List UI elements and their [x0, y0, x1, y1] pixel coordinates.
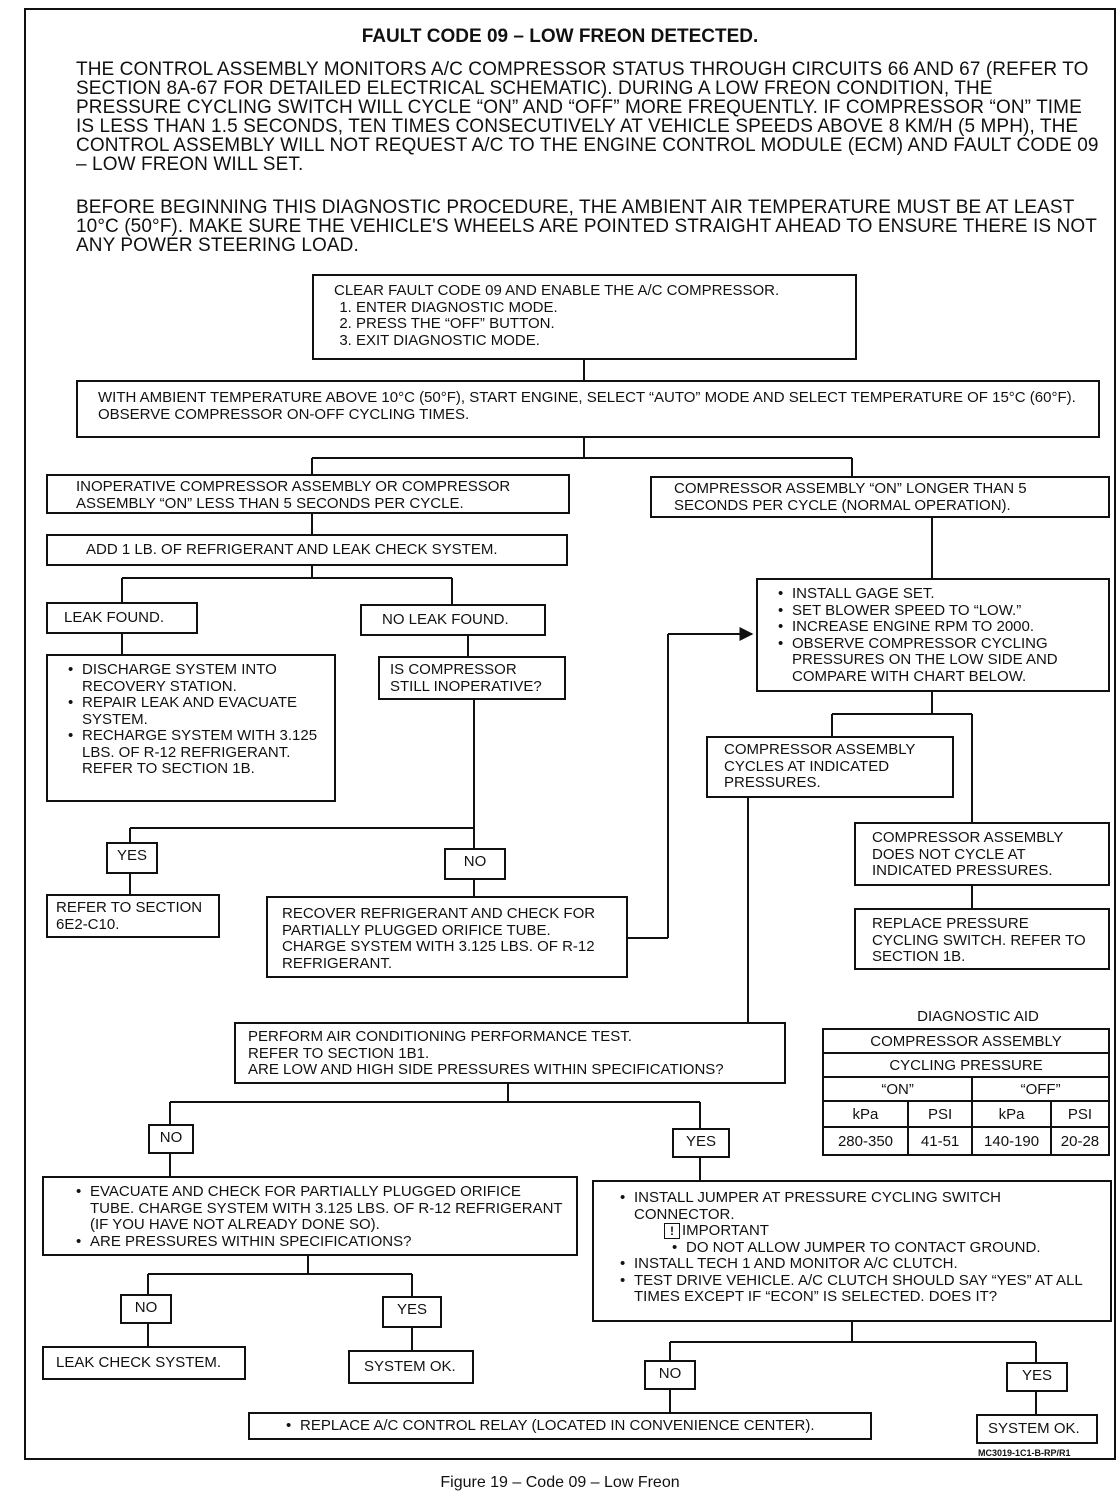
performance-test-box [234, 1022, 786, 1084]
refer-section-box: REFER TO SECTION 6E2-C10. [46, 894, 220, 938]
no-label: NO [444, 848, 506, 880]
jumper-step: • INSTALL TECH 1 AND MONITOR A/C CLUTCH. [634, 1256, 1100, 1273]
diagnostic-aid-title: DIAGNOSTIC AID [917, 1008, 1039, 1025]
leak-step: • RECHARGE SYSTEM WITH 3.125 LBS. OF R-12 REFRIGERANT. REFER TO SECTION 1B. [82, 728, 322, 778]
evacuate-box [42, 1176, 578, 1256]
intro-paragraph-2: BEFORE BEGINNING THIS DIAGNOSTIC PROCEDURE, THE AMBIENT AIR TEMPERATURE MUST BE AT LEAST 10°C (50°F). MAKE SURE THE VEHICLE'S WHEELS ARE POINTED STRAIGHT AHEAD TO ENSURE THERE IS NOT ANY POWER STEERING LOAD. [76, 197, 1097, 256]
yes-label: YES [382, 1296, 442, 1328]
no-label: NO [148, 1124, 194, 1154]
aid-value: 140-190 [972, 1127, 1051, 1155]
clear-fault-box [312, 274, 857, 360]
gage-step: • INCREASE ENGINE RPM TO 2000. [792, 619, 1098, 636]
does-not-cycle-box: COMPRESSOR ASSEMBLY DOES NOT CYCLE AT INDICATED PRESSURES. [854, 822, 1110, 886]
warning-icon: ! [664, 1223, 680, 1239]
aid-unit: PSI [1051, 1101, 1109, 1127]
diagnostic-aid-table [822, 1028, 1110, 1156]
aid-unit: kPa [823, 1101, 908, 1127]
page-title: FAULT CODE 09 – LOW FREON DETECTED. [361, 26, 759, 47]
perf-test-line: REFER TO SECTION 1B1. [248, 1044, 430, 1062]
no-label: NO [644, 1360, 696, 1390]
replace-relay-box [248, 1412, 872, 1440]
aid-header-2: CYCLING PRESSURE [823, 1053, 1109, 1077]
system-ok-box: SYSTEM OK. [976, 1414, 1098, 1444]
evacuate-step: • ARE PRESSURES WITHIN SPECIFICATIONS? [90, 1234, 566, 1251]
aid-off-header: “OFF” [972, 1077, 1109, 1101]
aid-unit: kPa [972, 1101, 1051, 1127]
aid-on-header: “ON” [823, 1077, 972, 1101]
gage-step: • INSTALL GAGE SET. [792, 586, 1098, 603]
yes-label: YES [106, 842, 158, 874]
add-refrigerant-box: ADD 1 LB. OF REFRIGERANT AND LEAK CHECK SYSTEM. [46, 534, 568, 566]
leak-check-box: LEAK CHECK SYSTEM. [42, 1346, 246, 1380]
recover-refrigerant-box: RECOVER REFRIGERANT AND CHECK FOR PARTIALLY PLUGGED ORIFICE TUBE. CHARGE SYSTEM WITH 3.125 LBS. OF R-12 REFRIGERANT. [266, 896, 628, 978]
leak-step: • REPAIR LEAK AND EVACUATE SYSTEM. [82, 695, 322, 728]
jumper-test-box [592, 1180, 1112, 1322]
clear-step: 1. ENTER DIAGNOSTIC MODE. [356, 300, 835, 317]
still-inoperative-box: IS COMPRESSOR STILL INOPERATIVE? [378, 656, 566, 700]
evacuate-step: • EVACUATE AND CHECK FOR PARTIALLY PLUGGED ORIFICE TUBE. CHARGE SYSTEM WITH 3.125 LBS. OF R-12 REFRIGERANT (IF YOU HAVE NOT ALREADY DONE SO). [90, 1184, 566, 1234]
gage-step: • OBSERVE COMPRESSOR CYCLING PRESSURES ON THE LOW SIDE AND COMPARE WITH CHART BELOW. [792, 636, 1098, 686]
normal-operation-box: COMPRESSOR ASSEMBLY “ON” LONGER THAN 5 SECONDS PER CYCLE (NORMAL OPERATION). [650, 476, 1110, 518]
important-label: IMPORTANT [682, 1222, 769, 1239]
cycles-at-pressures-box: COMPRESSOR ASSEMBLY CYCLES AT INDICATED PRESSURES. [706, 736, 954, 798]
figure-caption: Figure 19 – Code 09 – Low Freon [440, 1474, 680, 1491]
ambient-temperature-box: WITH AMBIENT TEMPERATURE ABOVE 10°C (50°F), START ENGINE, SELECT “AUTO” MODE AND SELECT TEMPERATURE OF 15°C (60°F). OBSERVE COMPRESSOR ON-OFF CYCLING TIMES. [76, 380, 1100, 438]
gage-step: • SET BLOWER SPEED TO “LOW.” [792, 603, 1098, 620]
yes-label: YES [1006, 1362, 1068, 1392]
important-note: • DO NOT ALLOW JUMPER TO CONTACT GROUND. [686, 1240, 1100, 1257]
leak-repair-box [46, 654, 336, 802]
replace-relay-text: • REPLACE A/C CONTROL RELAY (LOCATED IN CONVENIENCE CENTER). [300, 1418, 860, 1435]
perf-test-line: ARE LOW AND HIGH SIDE PRESSURES WITHIN SPECIFICATIONS? [248, 1061, 724, 1078]
gage-set-box [756, 578, 1110, 692]
leak-step: • DISCHARGE SYSTEM INTO RECOVERY STATION. [82, 662, 322, 695]
perf-test-line: PERFORM AIR CONDITIONING PERFORMANCE TEST. [248, 1028, 632, 1045]
jumper-step: • TEST DRIVE VEHICLE. A/C CLUTCH SHOULD SAY “YES” AT ALL TIMES EXCEPT IF “ECON” IS SELECTED. DOES IT? [634, 1273, 1100, 1306]
aid-value: 20-28 [1051, 1127, 1109, 1155]
jumper-step: • INSTALL JUMPER AT PRESSURE CYCLING SWITCH CONNECTOR. [634, 1190, 1100, 1223]
aid-value: 41-51 [908, 1127, 972, 1155]
aid-header-1: COMPRESSOR ASSEMBLY [823, 1029, 1109, 1053]
important-notice [618, 1223, 1100, 1240]
clear-step: 3. EXIT DIAGNOSTIC MODE. [356, 333, 835, 350]
intro-paragraph-1: THE CONTROL ASSEMBLY MONITORS A/C COMPRESSOR STATUS THROUGH CIRCUITS 66 AND 67 (REFER TO SECTION 8A-67 FOR DETAILED ELECTRICAL SCHEMATIC). DURING A LOW FREON CONDITION, THE PRESSURE CYCLING SWITCH WILL CYCLE “ON” AND “OFF” MORE FREQUENTLY. IF COMPRESSOR “ON” TIME IS LESS THAN 1.5 SECONDS, TEN TIMES CONSECUTIVELY AT VEHICLE SPEEDS ABOVE 8 KM/H (5 MPH), THE CONTROL ASSEMBLY WILL NOT REQUEST A/C TO THE ENGINE CONTROL MODULE (ECM) AND FAULT CODE 09 – LOW FREON WILL SET. [76, 59, 1099, 175]
clear-step: 2. PRESS THE “OFF” BUTTON. [356, 316, 835, 333]
inoperative-compressor-box: INOPERATIVE COMPRESSOR ASSEMBLY OR COMPRESSOR ASSEMBLY “ON” LESS THAN 5 SECONDS PER CYCLE. [46, 474, 570, 514]
system-ok-box: SYSTEM OK. [348, 1350, 474, 1384]
aid-unit: PSI [908, 1101, 972, 1127]
no-label: NO [120, 1294, 172, 1324]
no-leak-found-box: NO LEAK FOUND. [360, 604, 546, 636]
replace-switch-box: REPLACE PRESSURE CYCLING SWITCH. REFER TO SECTION 1B. [854, 908, 1110, 970]
leak-found-box: LEAK FOUND. [46, 602, 198, 634]
yes-label: YES [672, 1128, 730, 1158]
reference-code: MC3019-1C1-B-RP/R1 [978, 1448, 1071, 1458]
aid-value: 280-350 [823, 1127, 908, 1155]
clear-fault-heading: CLEAR FAULT CODE 09 AND ENABLE THE A/C COMPRESSOR. [334, 282, 780, 299]
